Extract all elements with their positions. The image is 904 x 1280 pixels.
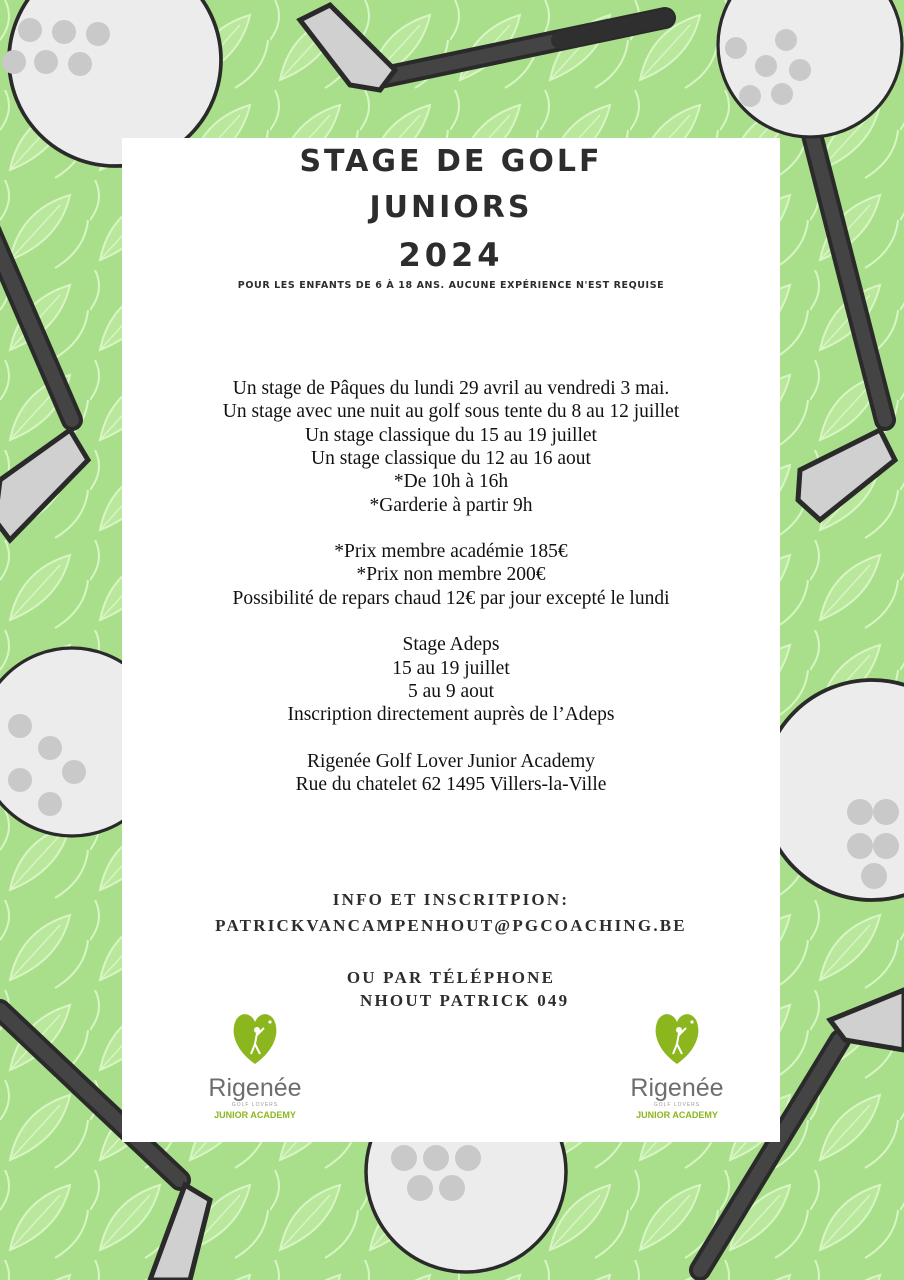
contact-phone-heading: OU PAR TÉLÉPHONE xyxy=(346,968,556,987)
page-title: STAGE DE GOLF xyxy=(299,144,603,179)
body-line: Un stage classique du 12 au 16 aout xyxy=(311,447,591,469)
contact-phone: NHOUT PATRICK 049 xyxy=(360,991,570,1010)
logo-tagline: GOLF LOVERS xyxy=(653,1102,701,1108)
body-line: 5 au 9 aout xyxy=(407,680,495,702)
logo-subtitle: JUNIOR ACADEMY xyxy=(214,1110,296,1120)
logo-name: Rigenée xyxy=(208,1074,302,1102)
body-line: *Garderie à partir 9h xyxy=(369,494,533,516)
golfer-logo-icon xyxy=(230,1010,280,1066)
content-panel xyxy=(122,138,780,1142)
body-line: *Prix membre académie 185€ xyxy=(334,541,568,563)
contact-email[interactable]: PATRICKVANCAMPENHOUT@PGCOACHING.BE xyxy=(215,916,687,935)
page-title-line-2: JUNIORS xyxy=(369,190,533,225)
contact-heading: INFO ET INSCRITPION: xyxy=(332,890,570,909)
body-line: *De 10h à 16h xyxy=(393,471,509,493)
body-line: Un stage classique du 15 au 19 juillet xyxy=(305,424,597,446)
subtitle: POUR LES ENFANTS DE 6 À 18 ANS. AUCUNE EXPÉRIENCE N'EST REQUISE xyxy=(237,280,665,291)
body-line: Inscription directement auprès de l’Adeps xyxy=(287,704,615,726)
body-line: Rue du chatelet 62 1495 Villers-la-Ville xyxy=(295,774,607,796)
contact-phone-clip xyxy=(252,991,644,1021)
logo-right xyxy=(622,1010,732,1130)
logo-subtitle: JUNIOR ACADEMY xyxy=(636,1110,718,1120)
golfer-logo-icon xyxy=(652,1010,702,1066)
body-line: Un stage de Pâques du lundi 29 avril au vendredi 3 mai. xyxy=(232,378,670,399)
body-line: *Prix non membre 200€ xyxy=(356,564,546,586)
page-title-year: 2024 xyxy=(398,236,504,274)
logo-left xyxy=(200,1010,310,1130)
logo-tagline: GOLF LOVERS xyxy=(231,1102,279,1108)
body-line: Rigenée Golf Lover Junior Academy xyxy=(306,750,596,772)
body-line: Possibilité de repars chaud 12€ par jour excepté le lundi xyxy=(232,587,670,609)
logo-name: Rigenée xyxy=(630,1074,724,1102)
body-line: 15 au 19 juillet xyxy=(392,657,510,679)
body-line: Un stage avec une nuit au golf sous tente du 8 au 12 juillet xyxy=(222,401,680,423)
body-line: Stage Adeps xyxy=(402,634,500,656)
